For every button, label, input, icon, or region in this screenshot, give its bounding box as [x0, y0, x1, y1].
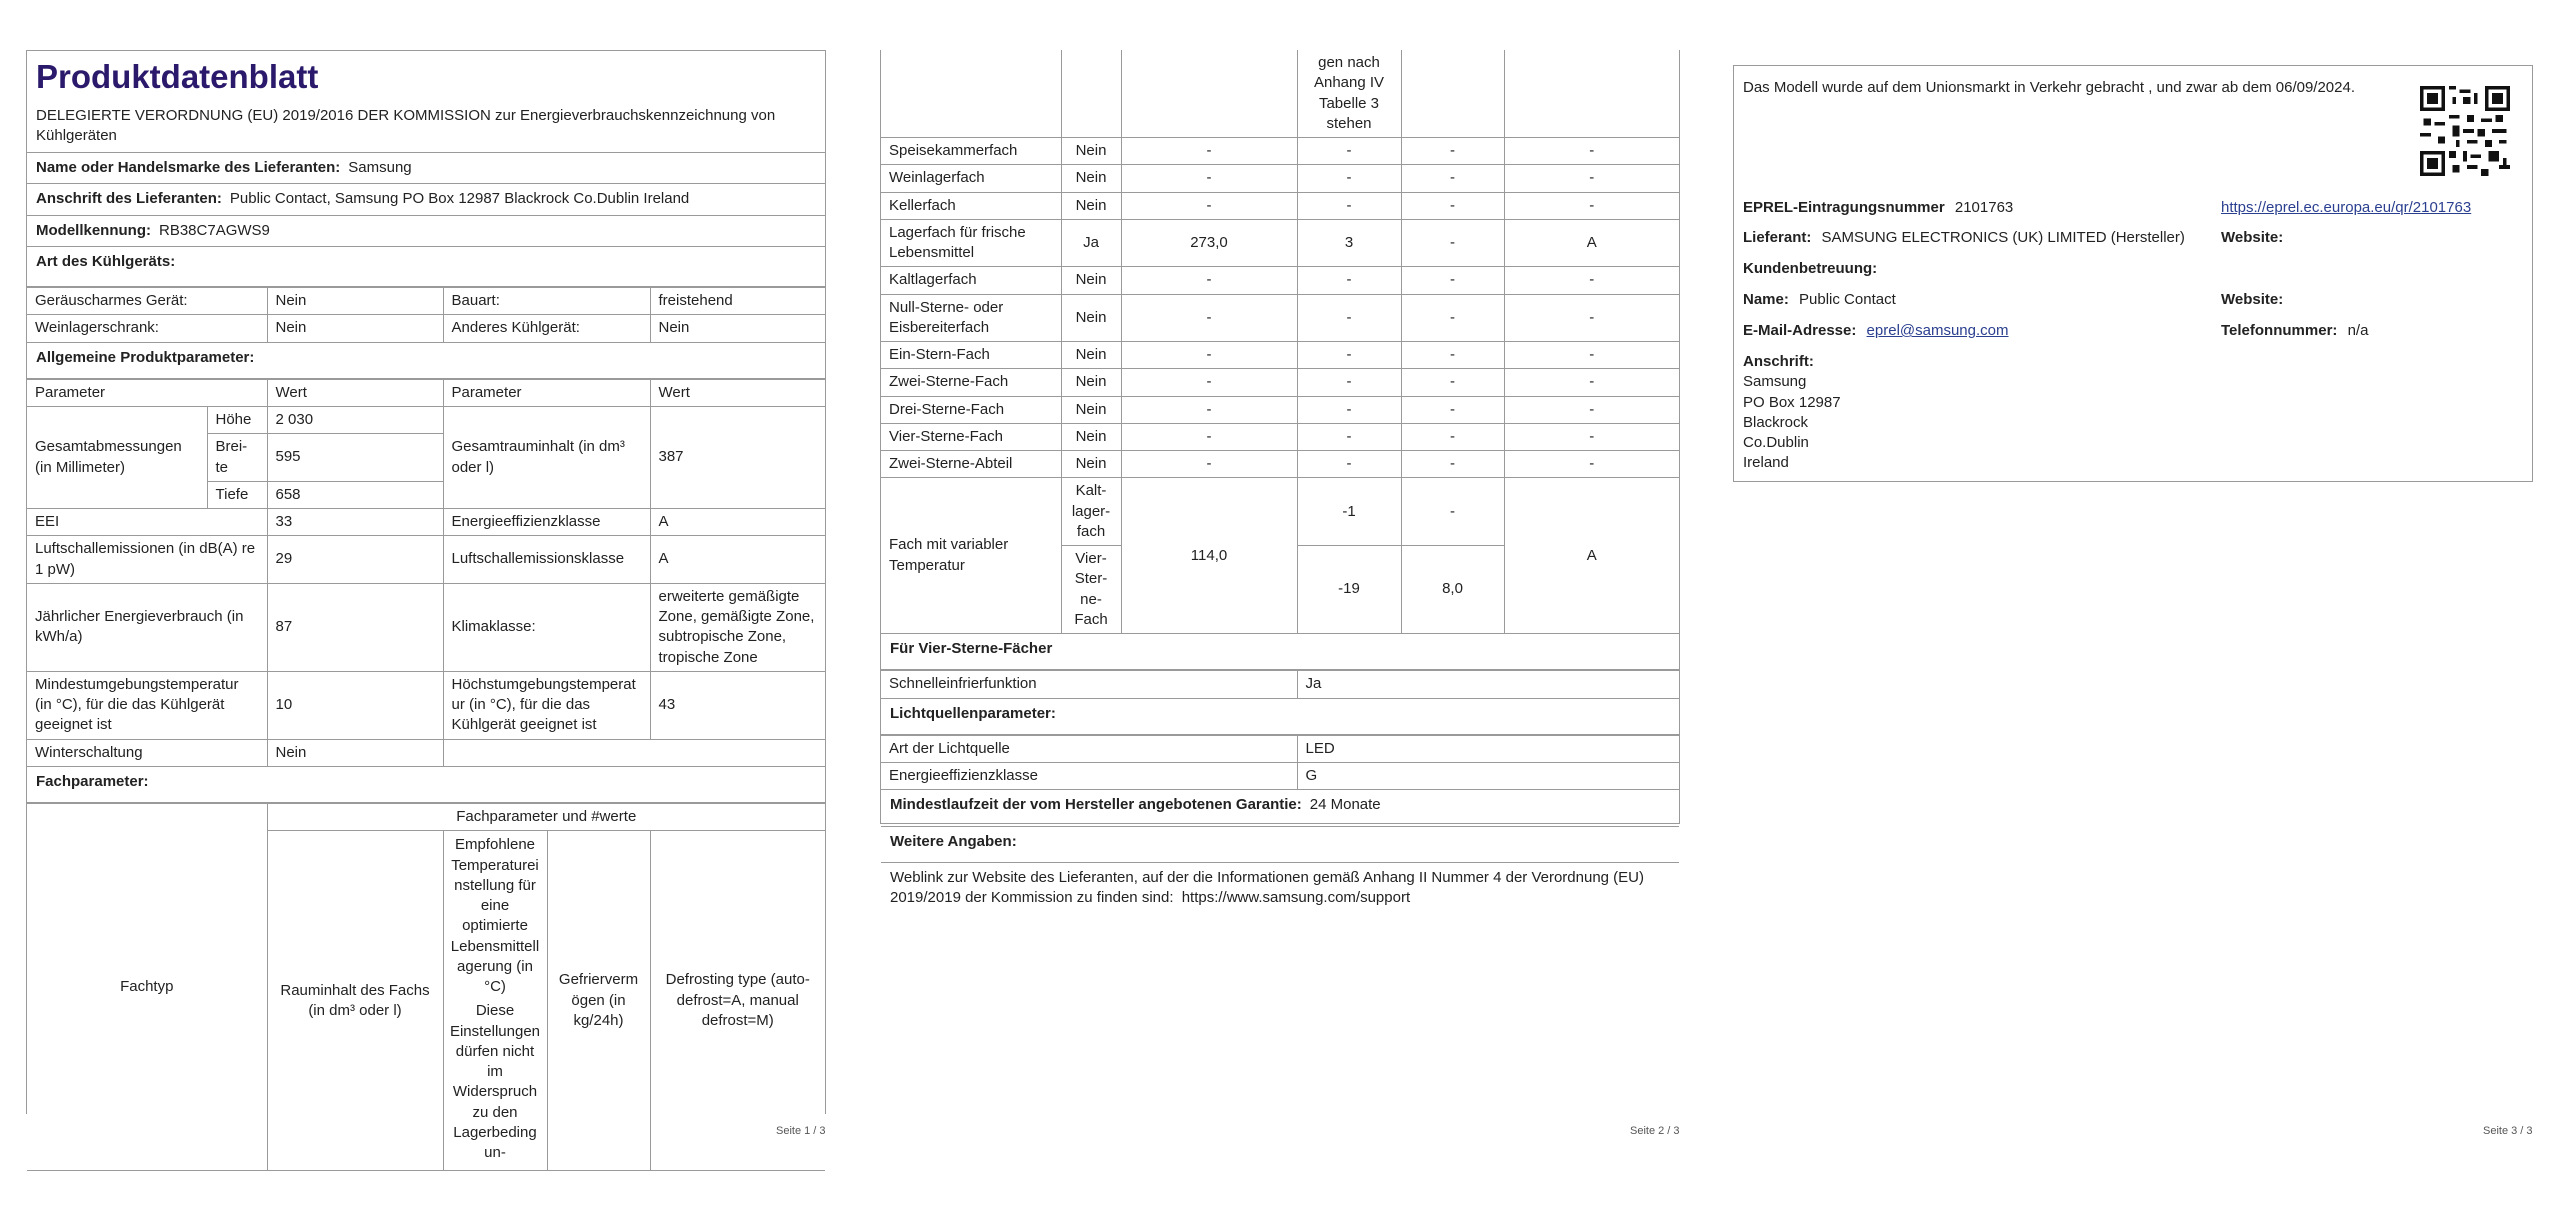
- name-value: Public Contact: [1799, 291, 1896, 308]
- var-sub1: Kalt-lager-fach: [1061, 478, 1121, 546]
- qr-code-icon[interactable]: [2420, 86, 2510, 176]
- supplier-label: Lieferant:: [1743, 229, 1812, 246]
- table-row: [27, 379, 825, 406]
- table-row: [27, 288, 825, 315]
- table-row: [881, 294, 1679, 342]
- compartment-name: Vier-Sterne-Fach: [881, 423, 1061, 450]
- compartment-present: Nein: [1061, 294, 1121, 342]
- compartment-name: Kellerfach: [881, 192, 1061, 219]
- light-class-label: Energieeffizienzklasse: [881, 763, 1297, 790]
- compartment-present: Nein: [1061, 451, 1121, 478]
- compartment-freeze: -: [1401, 138, 1504, 165]
- noise-value: 29: [267, 536, 443, 584]
- appliance-type-table: [27, 287, 825, 343]
- table-row: [881, 219, 1679, 267]
- table-row: [881, 671, 1679, 698]
- max-temp-label: Höchstumgebungstemperatur (in °C), für die das Kühlgerät geeignet ist: [443, 671, 650, 739]
- supplier-name-value: Samsung: [348, 159, 412, 177]
- compartment-defrost: -: [1504, 342, 1679, 369]
- supplier-address-row: [27, 184, 825, 215]
- light-type-value: LED: [1297, 735, 1679, 762]
- climate-value: erweiterte gemäßigte Zone, gemäßigte Zone, subtropische Zone, tropische Zone: [650, 583, 825, 671]
- design-value: freistehend: [650, 288, 825, 315]
- compartment-present: Nein: [1061, 369, 1121, 396]
- table-row: [27, 804, 825, 831]
- compartment-freeze: -: [1401, 423, 1504, 450]
- quick-freeze-label: Schnelleinfrierfunktion: [881, 671, 1297, 698]
- table-row: [881, 735, 1679, 762]
- supplier-value: SAMSUNG ELECTRONICS (UK) LIMITED (Hersteller): [1821, 229, 2185, 246]
- compartment-defrost: -: [1504, 267, 1679, 294]
- table-row: [881, 478, 1679, 546]
- var-freeze1: -: [1401, 478, 1504, 546]
- compartment-temp: -: [1297, 396, 1401, 423]
- wine-label: Weinlagerschrank:: [27, 315, 267, 342]
- address-label: Anschrift:: [1743, 353, 1814, 370]
- table-row: [881, 763, 1679, 790]
- compartment-name: Null-Sterne- oder Eisbereiterfach: [881, 294, 1061, 342]
- general-params-table: [27, 379, 825, 767]
- compartment-present: Nein: [1061, 138, 1121, 165]
- compartment-vol: -: [1121, 369, 1297, 396]
- weblink-row: [881, 863, 1679, 914]
- page-3: [1733, 65, 2533, 482]
- compartment-freeze: -: [1401, 342, 1504, 369]
- compartment-freeze: -: [1401, 165, 1504, 192]
- four-star-header: Für Vier-Sterne-Fächer: [881, 634, 1679, 670]
- email-value[interactable]: eprel@samsung.com: [1866, 322, 2009, 339]
- model-row: [27, 216, 825, 247]
- col-fachtyp: Fachtyp: [27, 804, 267, 1171]
- eei-label: EEI: [27, 509, 267, 536]
- compartment-name: Weinlagerfach: [881, 165, 1061, 192]
- table-row: [881, 451, 1679, 478]
- width-value: 595: [267, 434, 443, 482]
- compartment-rows: [881, 138, 1679, 478]
- compartment-vol: -: [1121, 165, 1297, 192]
- col-param: Parameter: [27, 379, 267, 406]
- compartment-vol: -: [1121, 396, 1297, 423]
- page-title: Produktdatenblatt: [36, 58, 319, 95]
- col-freeze: Gefriervermögen (in kg/24h): [547, 831, 650, 1171]
- light-table: [881, 735, 1679, 791]
- table-row: [881, 192, 1679, 219]
- general-params-header: Allgemeine Produktparameter:: [27, 343, 825, 379]
- table-row: [27, 509, 825, 536]
- page-number-2: Seite 2 / 3: [1630, 1125, 1680, 1137]
- page-number-3: Seite 3 / 3: [2483, 1125, 2533, 1137]
- eei-value: 33: [267, 509, 443, 536]
- empty-cell: [1061, 50, 1121, 138]
- phone-row: [2221, 321, 2368, 341]
- col-temp-text: Empfohlene Temperatureinstellung für eine optimierte Lebensmittellagerung (in °C): [450, 836, 540, 996]
- supplier-address-label: Anschrift des Lieferanten:: [36, 190, 222, 208]
- compartment-defrost: -: [1504, 192, 1679, 219]
- compartment-temp: -: [1297, 342, 1401, 369]
- compartment-vol: 273,0: [1121, 219, 1297, 267]
- wine-value: Nein: [267, 315, 443, 342]
- compartment-vol: -: [1121, 294, 1297, 342]
- compartment-temp: -: [1297, 451, 1401, 478]
- compartment-name: Lagerfach für frische Lebensmittel: [881, 219, 1061, 267]
- compartment-present: Nein: [1061, 165, 1121, 192]
- design-label: Bauart:: [443, 288, 650, 315]
- table-row: [27, 315, 825, 342]
- table-row: [881, 423, 1679, 450]
- address-line: Blackrock: [1743, 413, 1809, 431]
- var-defrost: A: [1504, 478, 1679, 634]
- compartment-present: Nein: [1061, 396, 1121, 423]
- address-line: Co.Dublin: [1743, 434, 1809, 451]
- warranty-value: 24 Monate: [1309, 796, 1381, 814]
- quick-freeze-value: Ja: [1297, 671, 1679, 698]
- other-value: Nein: [650, 315, 825, 342]
- compartment-defrost: -: [1504, 396, 1679, 423]
- eclass-label: Energieeffizienzklasse: [443, 509, 650, 536]
- model-value: RB38C7AGWS9: [159, 221, 270, 239]
- appliance-type-header: Art des Kühlgeräts:: [27, 247, 825, 287]
- col-temp-note: Diese Einstellungen dürfen nicht im Widerspruch zu den Lagerbedingun-: [449, 1002, 541, 1162]
- compartment-name: Zwei-Sterne-Abteil: [881, 451, 1061, 478]
- other-label: Anderes Kühlgerät:: [443, 315, 650, 342]
- var-sub2: Vier-Ster-ne-Fach: [1061, 546, 1121, 634]
- service-label: Kundenbetreuung:: [1743, 260, 1878, 277]
- col-comp-params: Fachparameter und #werte: [267, 804, 825, 831]
- noise-class-label: Luftschallemissionsklasse: [443, 536, 650, 584]
- col-volume: Rauminhalt des Fachs (in dm³ oder l): [267, 831, 443, 1171]
- four-star-table: [881, 670, 1679, 698]
- height-value: 2 030: [267, 407, 443, 434]
- empty-cell: [443, 739, 825, 766]
- col-defrost: Defrosting type (auto-defrost=A, manual defrost=M): [650, 831, 825, 1171]
- var-temp2: -19: [1297, 546, 1401, 634]
- phone-label: Telefonnummer:: [2221, 322, 2338, 339]
- compartment-name: Zwei-Sterne-Fach: [881, 369, 1061, 396]
- table-row: [27, 583, 825, 671]
- light-header: Lichtquellenparameter:: [881, 699, 1679, 735]
- compartment-vol: -: [1121, 192, 1297, 219]
- compartment-temp: -: [1297, 294, 1401, 342]
- var-temp1: -1: [1297, 478, 1401, 546]
- compartment-freeze: -: [1401, 396, 1504, 423]
- empty-cell: [1401, 50, 1504, 138]
- phone-value: n/a: [2347, 322, 2369, 339]
- eprel-value: 2101763: [1954, 199, 2014, 216]
- website2-label: Website:: [2221, 291, 2284, 308]
- empty-cell: [1121, 50, 1297, 138]
- supplier-row: [1743, 228, 2185, 248]
- volume-label: Gesamtrauminhalt (in dm³ oder l): [443, 407, 650, 509]
- empty-cell: [1504, 50, 1679, 138]
- col-param-2: Parameter: [443, 379, 650, 406]
- low-noise-label: Geräuscharmes Gerät:: [27, 288, 267, 315]
- table-row: [881, 369, 1679, 396]
- compartment-defrost: -: [1504, 423, 1679, 450]
- weblink-url[interactable]: https://www.samsung.com/support: [1181, 889, 1411, 906]
- compartment-freeze: -: [1401, 219, 1504, 267]
- supplier-name-row: [27, 153, 825, 184]
- col-value: Wert: [267, 379, 443, 406]
- supplier-name-label: Name oder Handelsmarke des Lieferanten:: [36, 159, 341, 177]
- compartment-present: Nein: [1061, 267, 1121, 294]
- eprel-label: EPREL-Eintragungsnummer: [1743, 199, 1945, 216]
- compartment-temp: -: [1297, 267, 1401, 294]
- compartment-present: Nein: [1061, 192, 1121, 219]
- noise-label: Luftschallemissionen (in dB(A) re 1 pW): [27, 536, 267, 584]
- depth-value: 658: [267, 481, 443, 508]
- compartment-vol: -: [1121, 138, 1297, 165]
- compartment-defrost: -: [1504, 369, 1679, 396]
- email-label: E-Mail-Adresse:: [1743, 322, 1857, 339]
- contact-name-row: [1743, 290, 1896, 310]
- address-block: [1743, 352, 1841, 474]
- compartment-defrost: A: [1504, 219, 1679, 267]
- eprel-row: [1743, 198, 2013, 218]
- email-row: [1743, 321, 2009, 341]
- eclass-value: A: [650, 509, 825, 536]
- compartment-table: [27, 803, 825, 1171]
- compartment-freeze: -: [1401, 294, 1504, 342]
- col-temp: [443, 831, 547, 1171]
- supplier-address-value: Public Contact, Samsung PO Box 12987 Blackrock Co.Dublin Ireland: [229, 190, 690, 208]
- compartment-temp: -: [1297, 369, 1401, 396]
- compartment-temp: 3: [1297, 219, 1401, 267]
- weblink-text: Weblink zur Website des Lieferanten, auf der die Informationen gemäß Anhang II Nummer 4 der Verordnung (EU) 2019/2019 der Kommission zu finden sind:: [890, 868, 1645, 906]
- min-temp-value: 10: [267, 671, 443, 739]
- compartment-present: Nein: [1061, 423, 1121, 450]
- table-row: [27, 739, 825, 766]
- width-label: Brei-te: [207, 434, 267, 482]
- compartment-temp: -: [1297, 138, 1401, 165]
- height-label: Höhe: [207, 407, 267, 434]
- model-label: Modellkennung:: [36, 221, 151, 239]
- winter-label: Winterschaltung: [27, 739, 267, 766]
- min-temp-label: Mindestumgebungstemperatur (in °C), für die das Kühlgerät geeignet ist: [27, 671, 267, 739]
- name-label: Name:: [1743, 291, 1789, 308]
- website-label: Website:: [2221, 229, 2284, 246]
- table-row: [881, 396, 1679, 423]
- noise-class-value: A: [650, 536, 825, 584]
- compartment-name: Kaltlagerfach: [881, 267, 1061, 294]
- eprel-link[interactable]: https://eprel.ec.europa.eu/qr/2101763: [2221, 199, 2472, 216]
- compartment-name: Drei-Sterne-Fach: [881, 396, 1061, 423]
- warranty-row: [881, 790, 1679, 826]
- climate-label: Klimaklasse:: [443, 583, 650, 671]
- address-line: PO Box 12987: [1743, 393, 1841, 411]
- volume-value: 387: [650, 407, 825, 509]
- compartment-freeze: -: [1401, 451, 1504, 478]
- page-number-1: Seite 1 / 3: [776, 1125, 826, 1137]
- compartment-freeze: -: [1401, 369, 1504, 396]
- table-row: [27, 536, 825, 584]
- max-temp-value: 43: [650, 671, 825, 739]
- compartment-temp: -: [1297, 423, 1401, 450]
- table-row: [881, 165, 1679, 192]
- further-header: Weitere Angaben:: [881, 827, 1679, 863]
- compartment-freeze: -: [1401, 192, 1504, 219]
- table-row: [881, 50, 1679, 138]
- col-temp-note-cont: gen nach Anhang IV Tabelle 3 stehen: [1297, 50, 1401, 138]
- annual-value: 87: [267, 583, 443, 671]
- address-line: Ireland: [1743, 454, 1789, 472]
- light-class-value: G: [1297, 763, 1679, 790]
- warranty-label: Mindestlaufzeit der vom Hersteller angebotenen Garantie:: [890, 796, 1302, 814]
- col-value-2: Wert: [650, 379, 825, 406]
- var-name: Fach mit variabler Temperatur: [881, 478, 1061, 634]
- light-type-label: Art der Lichtquelle: [881, 735, 1297, 762]
- table-row: [27, 407, 825, 434]
- winter-value: Nein: [267, 739, 443, 766]
- var-freeze2: 8,0: [1401, 546, 1504, 634]
- depth-label: Tiefe: [207, 481, 267, 508]
- var-vol: 114,0: [1121, 478, 1297, 634]
- compartment-name: Speisekammerfach: [881, 138, 1061, 165]
- compartment-temp: -: [1297, 165, 1401, 192]
- compartment-temp: -: [1297, 192, 1401, 219]
- address-line: Samsung: [1743, 373, 1807, 391]
- compartment-vol: -: [1121, 342, 1297, 369]
- compartment-header: Fachparameter:: [27, 767, 825, 803]
- compartment-vol: -: [1121, 267, 1297, 294]
- compartment-present: Ja: [1061, 219, 1121, 267]
- compartment-vol: -: [1121, 423, 1297, 450]
- table-row: [881, 138, 1679, 165]
- compartment-defrost: -: [1504, 451, 1679, 478]
- compartment-table-continued: [881, 50, 1679, 634]
- compartment-defrost: -: [1504, 294, 1679, 342]
- dims-label: Gesamtabmessungen (in Millimeter): [27, 407, 207, 509]
- compartment-present: Nein: [1061, 342, 1121, 369]
- table-row: [881, 342, 1679, 369]
- regulation-subtitle: DELEGIERTE VERORDNUNG (EU) 2019/2016 DER KOMMISSION zur Energieverbrauchskennzeichnung von Kühlgeräten: [27, 102, 825, 154]
- compartment-name: Ein-Stern-Fach: [881, 342, 1061, 369]
- market-text: Das Modell wurde auf dem Unionsmarkt in Verkehr gebracht , und zwar ab dem 06/09/2024.: [1743, 79, 2355, 96]
- empty-cell: [881, 50, 1061, 138]
- page-2: [880, 50, 1680, 906]
- annual-label: Jährlicher Energieverbrauch (in kWh/a): [27, 583, 267, 671]
- table-row: [27, 671, 825, 739]
- table-row: [881, 267, 1679, 294]
- compartment-defrost: -: [1504, 138, 1679, 165]
- compartment-vol: -: [1121, 451, 1297, 478]
- low-noise-value: Nein: [267, 288, 443, 315]
- compartment-freeze: -: [1401, 267, 1504, 294]
- compartment-defrost: -: [1504, 165, 1679, 192]
